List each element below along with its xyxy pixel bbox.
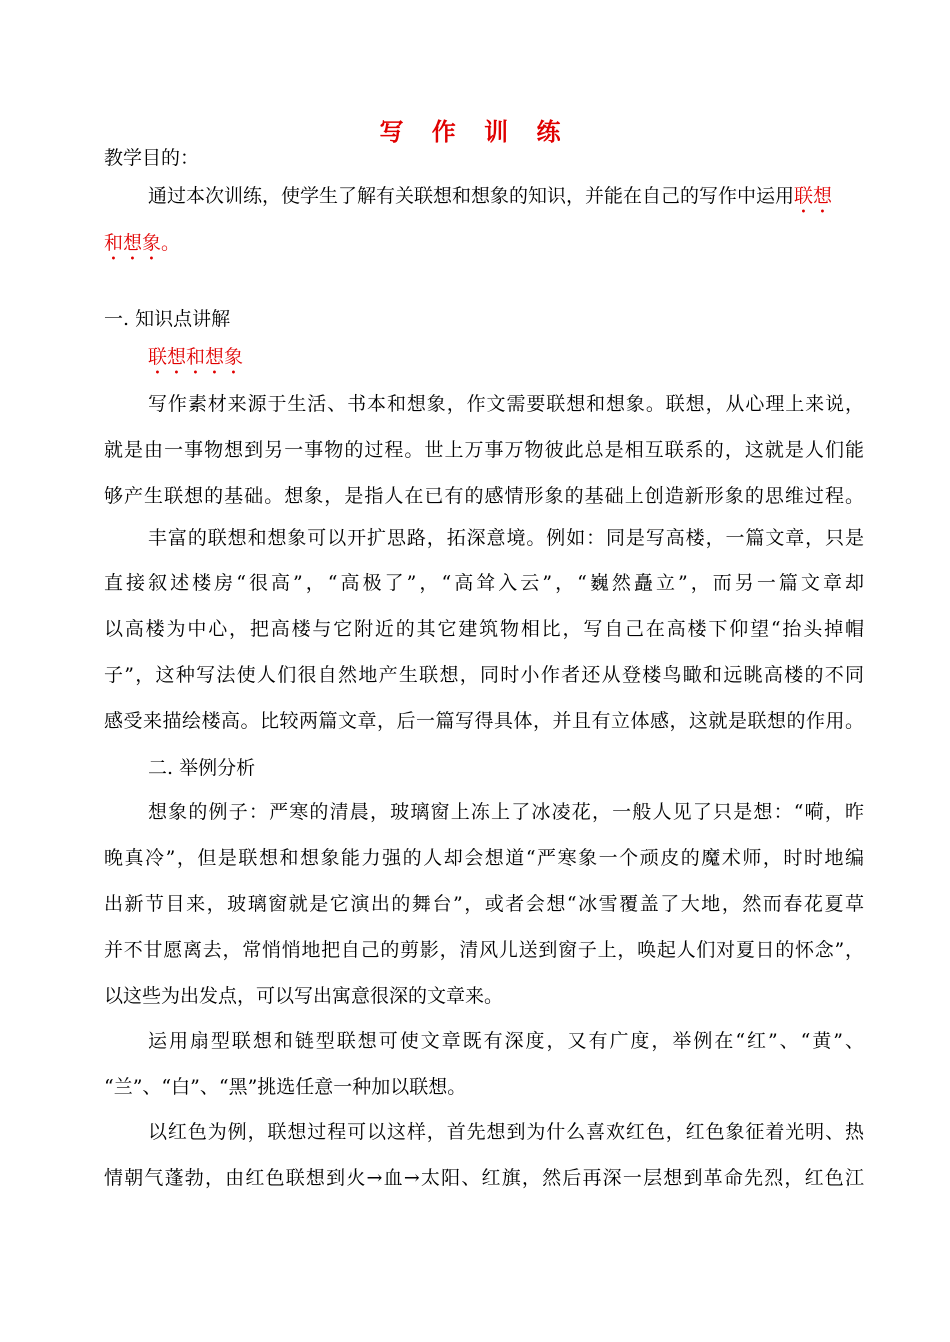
paragraph-line: 出新节目来，玻璃窗就是它演出的舞台”，或者会想“冰雪覆盖了大地，然而春花夏草: [104, 893, 864, 915]
paragraph-line: 运用扇型联想和链型联想可使文章既有深度，又有广度，举例在“红”、“黄”、: [148, 1030, 864, 1052]
objective-line-1-text: 通过本次训练，使学生了解有关联想和想象的知识，并能在自己的写作中运用: [148, 185, 795, 207]
paragraph-line: 丰富的联想和想象可以开扩思路，拓深意境。例如：同是写高楼，一篇文章，只是: [148, 527, 864, 549]
paragraph-line: 以这些为出发点，可以写出寓意很深的文章来。: [104, 985, 504, 1007]
subheading: [148, 342, 864, 379]
paragraph-line: 子”，这种写法使人们很自然地产生联想，同时小作者还从登楼鸟瞰和远眺高楼的不同: [104, 664, 864, 686]
paragraph-line: 够产生联想的基础。想象，是指人在已有的感情形象的基础上创造新形象的思维过程。: [104, 485, 864, 507]
objective-emphasis-2: 和想象: [104, 232, 162, 254]
subheading-text: 联想和想象: [148, 346, 244, 368]
section-heading-knowledge: 一. 知识点讲解: [104, 308, 231, 330]
paragraph-line: 并不甘愿离去，常悄悄地把自己的剪影，清风儿送到窗子上，唤起人们对夏日的怀念”，: [104, 939, 864, 961]
paragraph-line: 想象的例子：严寒的清晨，玻璃窗上冻上了冰凌花，一般人见了只是想：“嗬，昨: [148, 801, 864, 823]
objective-line-2: [104, 228, 864, 265]
paragraph-line: 以红色为例，联想过程可以这样，首先想到为什么喜欢红色，红色象征着光明、热: [148, 1121, 864, 1143]
section-heading-examples: 二. 举例分析: [148, 757, 256, 779]
paragraph-line: 就是由一事物想到另一事物的过程。世上万事万物彼此总是相互联系的，这就是人们能: [104, 439, 864, 461]
paragraph-line: 感受来描绘楼高。比较两篇文章，后一篇写得具体，并且有立体感，这就是联想的作用。: [104, 710, 864, 732]
objective-line-2-end: 。: [161, 232, 181, 254]
paragraph-line: 情朝气蓬勃，由红色联想到火→血→太阳、红旗，然后再深一层想到革命先烈，红色江: [104, 1167, 864, 1189]
paragraph-line: 写作素材来源于生活、书本和想象，作文需要联想和想象。联想，从心理上来说，: [148, 393, 864, 415]
paragraph-line: “兰”、“白”、“黑”挑选任意一种加以联想。: [104, 1076, 467, 1098]
objective-heading: 教学目的：: [104, 147, 200, 169]
objective-line-1: [148, 181, 864, 218]
objective-emphasis-1: 联想: [794, 185, 833, 207]
paragraph-line: 直接叙述楼房“很高”，“高极了”，“高耸入云”，“巍然矗立”，而另一篇文章却: [104, 572, 864, 594]
paragraph-line: 晚真冷”，但是联想和想象能力强的人却会想道“严寒象一个顽皮的魔术师，时时地编: [104, 847, 864, 869]
paragraph-line: 以高楼为中心，把高楼与它附近的其它建筑物相比，写自己在高楼下仰望“抬头掉帽: [104, 618, 864, 640]
document-title: 写 作 训 练: [379, 118, 571, 146]
